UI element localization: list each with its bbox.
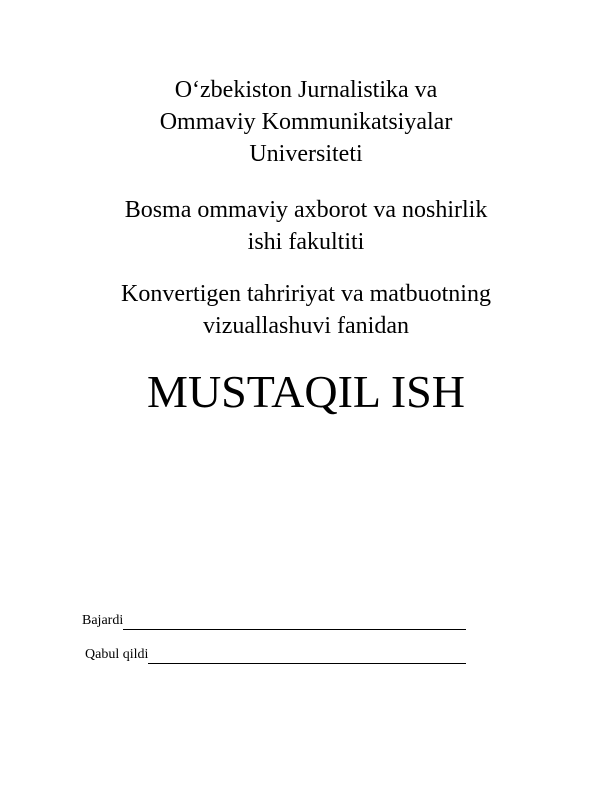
performed-by-label: Bajardi: [82, 613, 124, 628]
accepted-by-signature-line: [148, 649, 466, 664]
course-name: [0, 278, 612, 342]
accepted-by-row: [85, 646, 466, 664]
university-name: [0, 74, 612, 170]
performed-by-row: [82, 612, 466, 630]
course-line-2: vizuallashuvi fanidan: [203, 313, 409, 339]
university-line-3: Universiteti: [249, 141, 363, 167]
accepted-by-label: Qabul qildi: [85, 647, 149, 662]
performed-by-signature-line: [123, 615, 466, 630]
faculty-line-1: Bosma ommaviy axborot va noshirlik: [124, 197, 488, 223]
document-title: MUSTAQIL ISH: [147, 366, 465, 417]
university-line-1: O‘zbekiston Jurnalistika va: [174, 77, 438, 103]
faculty-name: [0, 194, 612, 258]
course-line-1: Konvertigen tahririyat va matbuotning: [121, 281, 491, 307]
university-line-2: Ommaviy Kommunikatsiyalar: [159, 109, 453, 135]
faculty-line-2: ishi fakultiti: [247, 229, 365, 255]
